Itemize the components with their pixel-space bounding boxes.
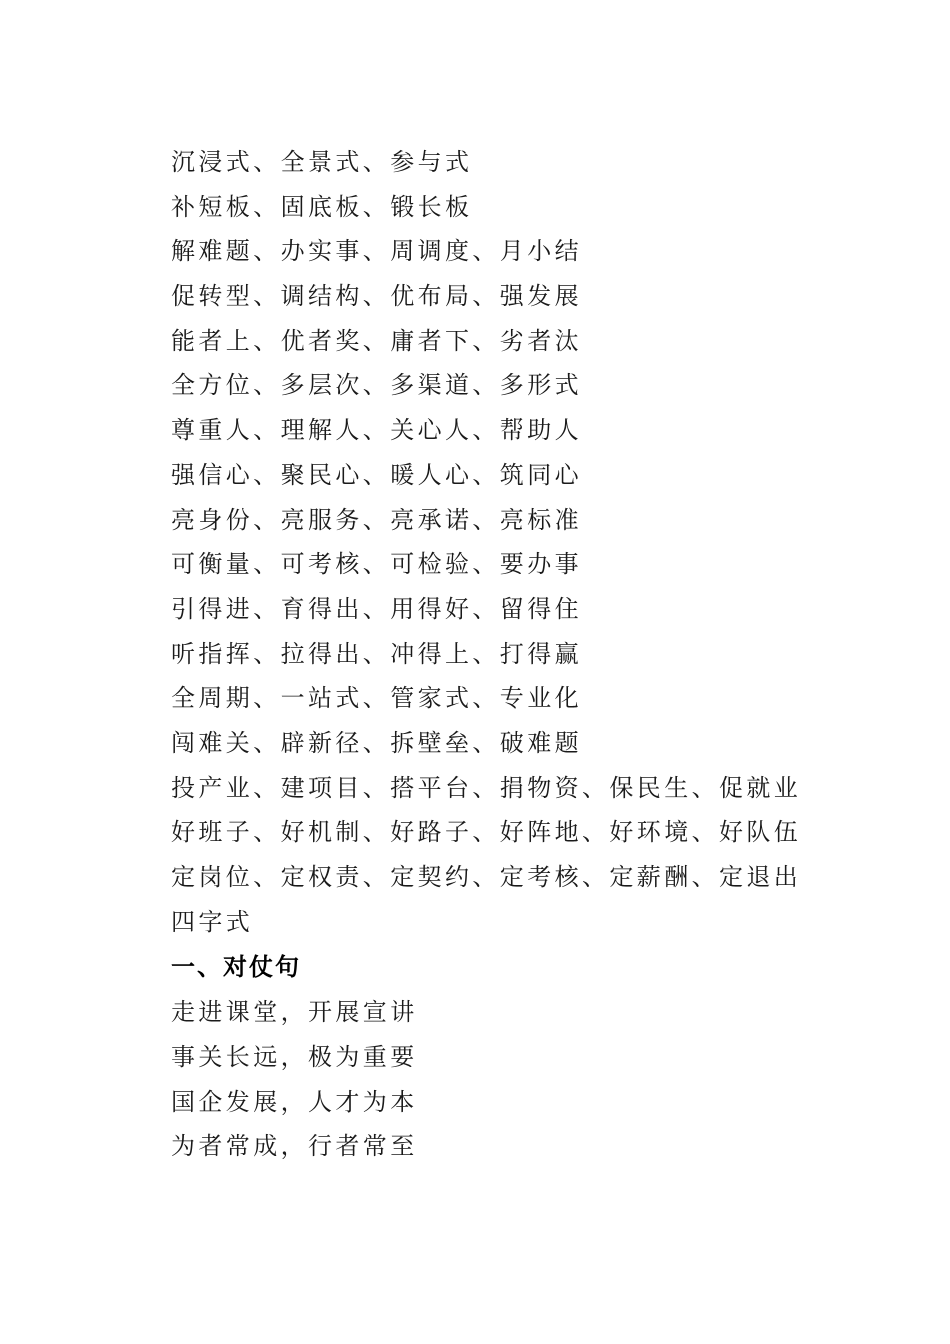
couplet-line: 国企发展，人才为本	[171, 1087, 418, 1116]
text-line: 定岗位、定权责、定契约、定考核、定薪酬、定退出	[171, 863, 802, 891]
section-heading: 一、对仗句	[171, 953, 301, 982]
text-line: 解难题、办实事、周调度、月小结	[171, 237, 582, 266]
text-line: 引得进、育得出、用得好、留得住	[171, 594, 582, 623]
text-line: 沉浸式、全景式、参与式	[171, 148, 473, 176]
text-line: 投产业、建项目、搭平台、捐物资、保民生、促就业	[171, 773, 802, 802]
text-line: 好班子、好机制、好路子、好阵地、好环境、好队伍	[171, 818, 802, 847]
text-line: 闯难关、辟新径、拆壁垒、破难题	[171, 728, 582, 757]
document-body	[171, 140, 871, 1169]
text-line: 听指挥、拉得出、冲得上、打得赢	[171, 639, 582, 668]
text-line: 补短板、固底板、锻长板	[171, 192, 473, 221]
text-line: 尊重人、理解人、关心人、帮助人	[171, 416, 582, 445]
couplet-line: 为者常成，行者常至	[171, 1132, 418, 1161]
text-line: 促转型、调结构、优布局、强发展	[171, 282, 582, 311]
text-line: 能者上、优者奖、庸者下、劣者汰	[171, 326, 582, 355]
text-line: 四字式	[171, 907, 254, 936]
text-line: 全方位、多层次、多渠道、多形式	[171, 371, 582, 400]
couplet-line: 事关长远，极为重要	[171, 1043, 418, 1072]
text-line: 强信心、聚民心、暖人心、筑同心	[171, 460, 582, 489]
text-line: 全周期、一站式、管家式、专业化	[171, 684, 582, 713]
couplet-line: 走进课堂，开展宣讲	[171, 998, 418, 1027]
text-line: 可衡量、可考核、可检验、要办事	[171, 550, 582, 579]
text-line: 亮身份、亮服务、亮承诺、亮标准	[171, 505, 582, 534]
